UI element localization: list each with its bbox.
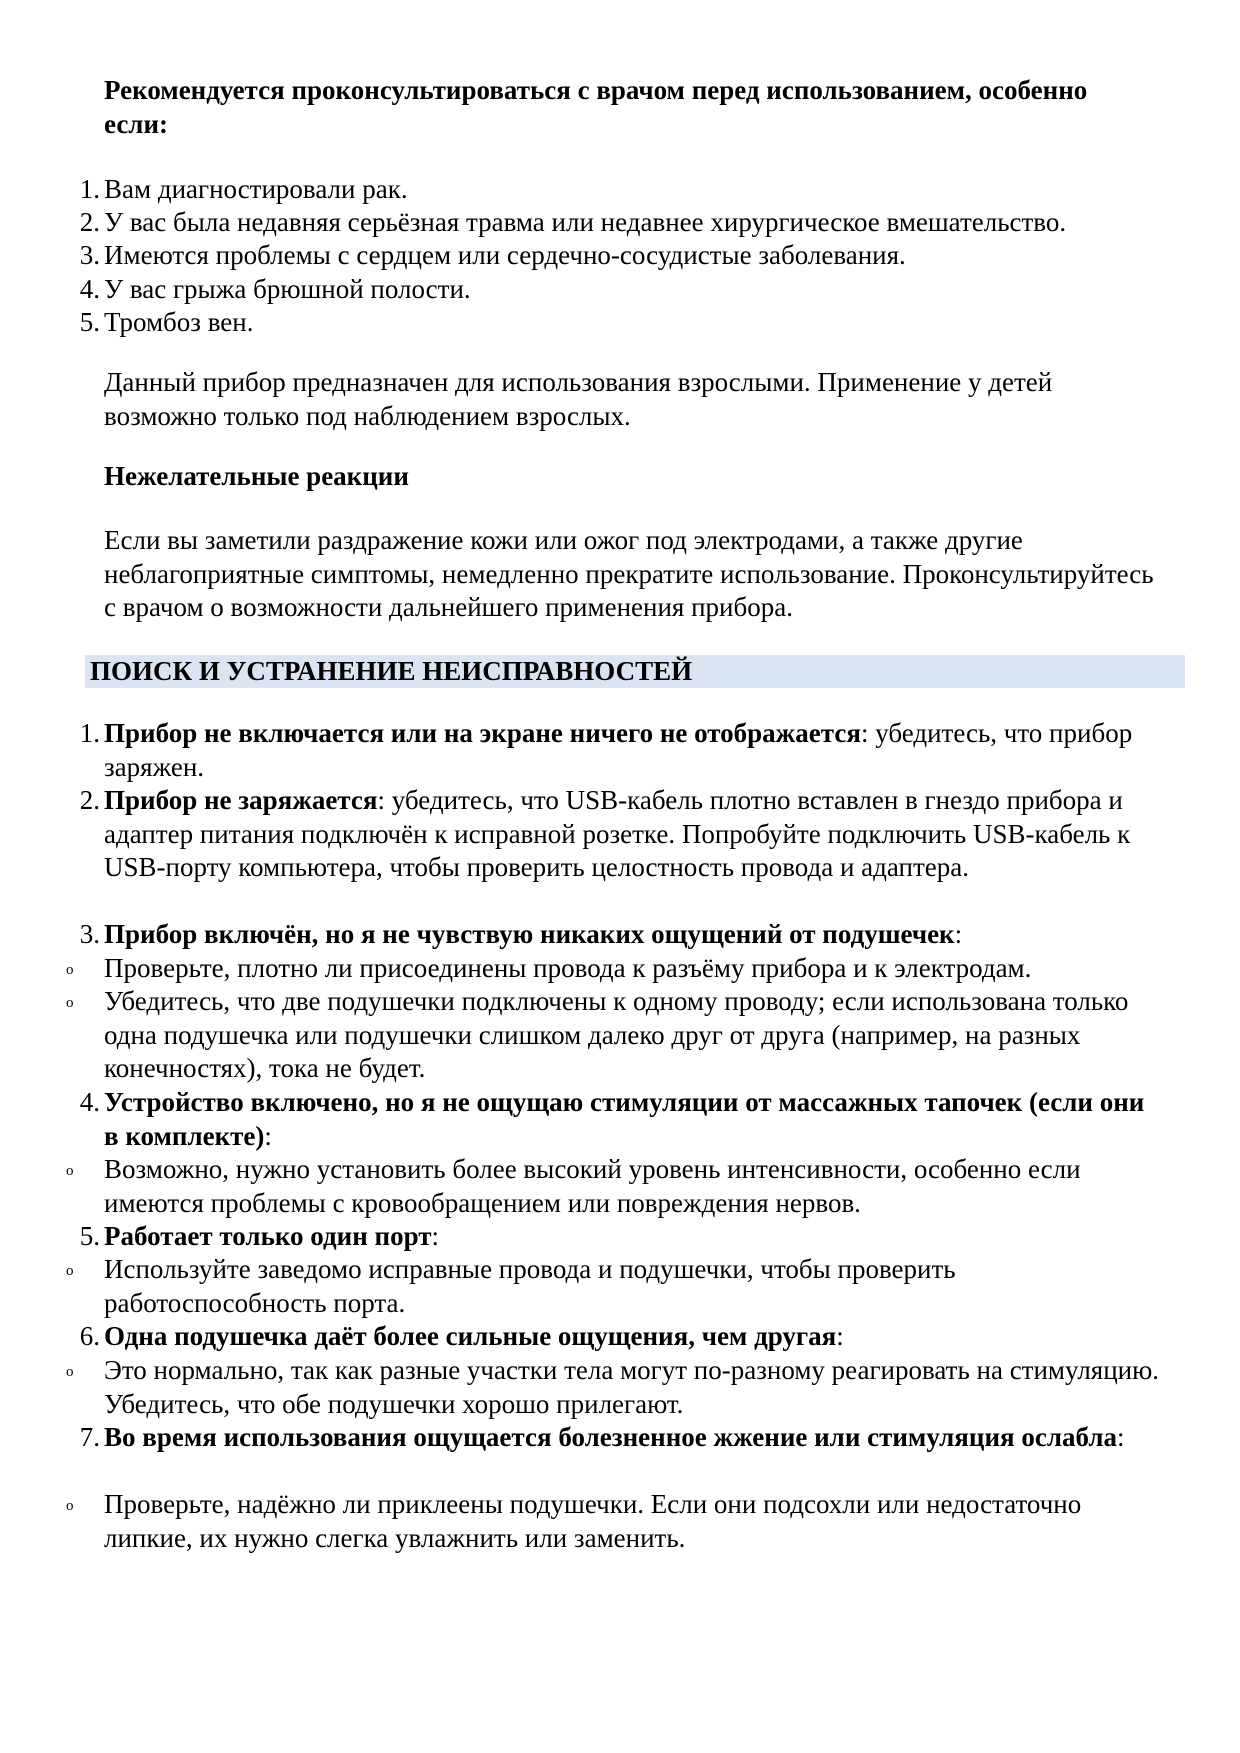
list-number: 4. <box>79 274 100 304</box>
troubleshoot-text: : убедитесь, что USB-кабель плотно вставлен в гнездо прибора и адаптер питания подключён к исправной розетке. Попробуйте подключить USB-кабель к USB-порту компьютера, чтобы проверить целостность провода и адаптера. <box>104 785 1131 883</box>
sub-list-item <box>66 1153 1164 1220</box>
troubleshoot-text: : убедитесь, что прибор заряжен. <box>104 718 1133 782</box>
sub-item-text: Используйте заведомо исправные провода и подушечки, чтобы проверить работоспособность порта. <box>104 1254 956 1318</box>
circle-bullet-icon: o <box>66 962 74 978</box>
list-item-text: У вас грыжа брюшной полости. <box>104 274 471 304</box>
sub-list-item <box>66 952 1164 986</box>
adverse-heading: Нежелательные реакции <box>104 461 409 491</box>
troubleshoot-item <box>79 1421 1164 1455</box>
list-number: 2. <box>79 207 100 237</box>
sub-item-text: Проверьте, плотно ли присоединены провода к разъёму прибора и к электродам. <box>104 953 1032 983</box>
adverse-text: Если вы заметили раздражение кожи или ожог под электродами, а также другие неблагоприятные симптомы, немедленно прекратите использование. Проконсультируйтесь с врачом о возможности дальнейшего применения прибора. <box>104 525 1154 623</box>
troubleshoot-item <box>79 717 1164 784</box>
list-number: 4. <box>79 1087 100 1117</box>
sub-item-text: Убедитесь, что две подушечки подключены к одному проводу; если использована только одна подушечка или подушечки слишком далеко друг от друга (например, на разных конечностях), тока не будет. <box>104 986 1129 1084</box>
list-number: 3. <box>79 240 100 270</box>
sub-list-item <box>66 1354 1164 1421</box>
troubleshoot-title: Устройство включено, но я не ощущаю стимуляции от массажных тапочек (если они в комплекте) <box>104 1087 1145 1151</box>
sub-list-item <box>66 1488 1164 1555</box>
circle-bullet-icon: o <box>66 1364 74 1380</box>
list-item <box>79 173 1164 207</box>
list-number: 1. <box>79 174 100 204</box>
list-number: 3. <box>79 919 100 949</box>
list-number: 1. <box>79 718 100 748</box>
troubleshoot-text: : <box>431 1221 440 1251</box>
troubleshoot-item <box>79 1220 1164 1254</box>
troubleshoot-item <box>79 784 1164 885</box>
list-number: 5. <box>79 1221 100 1251</box>
list-item <box>79 273 1164 307</box>
consult-heading: Рекомендуется проконсультироваться с врачом перед использованием, особенно если: <box>104 75 1088 139</box>
troubleshoot-item <box>79 1086 1164 1153</box>
list-item-text: У вас была недавняя серьёзная травма или недавнее хирургическое вмешательство. <box>104 207 1067 237</box>
troubleshoot-text: : <box>836 1321 844 1351</box>
list-number: 2. <box>79 785 100 815</box>
troubleshoot-item <box>79 1320 1164 1354</box>
troubleshoot-title: Прибор не заряжается <box>104 785 378 815</box>
sub-list-item <box>66 985 1164 1086</box>
troubleshoot-title: Работает только один порт <box>104 1221 432 1251</box>
sub-item-text: Проверьте, надёжно ли приклеены подушечки. Если они подсохли или недостаточно липкие, их нужно слегка увлажнить или заменить. <box>104 1489 1082 1553</box>
troubleshoot-item <box>79 918 1164 952</box>
list-item <box>79 206 1164 240</box>
sub-list-item <box>66 1253 1164 1320</box>
section-heading-band <box>85 655 1185 688</box>
list-item <box>79 239 1164 273</box>
list-item-text: Вам диагностировали рак. <box>104 174 408 204</box>
troubleshoot-title: Прибор не включается или на экране ничего не отображается <box>104 718 861 748</box>
section-heading: ПОИСК И УСТРАНЕНИЕ НЕИСПРАВНОСТЕЙ <box>90 656 693 686</box>
list-item-text: Тромбоз вен. <box>104 307 254 337</box>
troubleshoot-text: : <box>954 919 963 949</box>
troubleshoot-title: Прибор включён, но я не чувствую никаких ощущений от подушечек <box>104 919 955 949</box>
list-number: 5. <box>79 307 100 337</box>
troubleshoot-text: : <box>1117 1422 1125 1452</box>
sub-item-text: Возможно, нужно установить более высокий уровень интенсивности, особенно если имеются проблемы с кровообращением или повреждения нервов. <box>104 1154 1081 1218</box>
circle-bullet-icon: o <box>66 1263 74 1279</box>
troubleshoot-text: : <box>264 1120 272 1151</box>
circle-bullet-icon: o <box>66 995 74 1011</box>
list-number: 6. <box>79 1321 100 1351</box>
circle-bullet-icon: o <box>66 1498 74 1514</box>
troubleshoot-title: Во время использования ощущается болезненное жжение или стимуляция ослабла <box>104 1422 1117 1452</box>
list-number: 7. <box>79 1422 100 1452</box>
sub-item-text: Это нормально, так как разные участки тела могут по-разному реагировать на стимуляцию. Убедитесь, что обе подушечки хорошо прилегают. <box>104 1355 1160 1419</box>
troubleshoot-title: Одна подушечка даёт более сильные ощущения, чем другая <box>104 1321 837 1351</box>
circle-bullet-icon: o <box>66 1163 74 1179</box>
list-item-text: Имеются проблемы с сердцем или сердечно-сосудистые заболевания. <box>104 240 906 270</box>
list-item <box>79 306 1164 340</box>
adults-note: Данный прибор предназначен для использования взрослыми. Применение у детей возможно только под наблюдением взрослых. <box>104 367 1053 431</box>
